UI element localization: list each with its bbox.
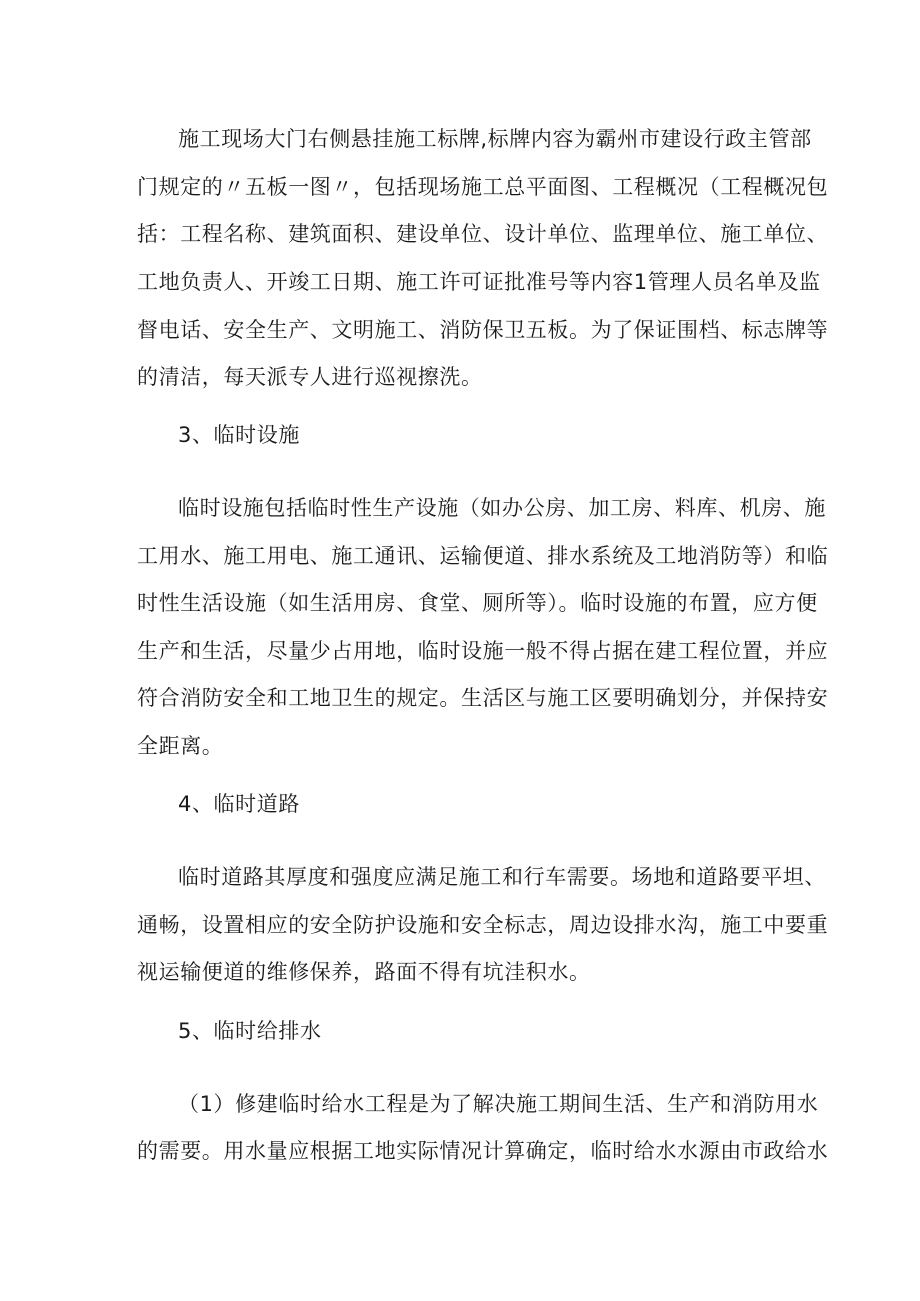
paragraph-line: 符合消防安全和工地卫生的规定。生活区与施工区要明确划分，并保持安 [137, 686, 829, 710]
paragraph-line: 施工现场大门右侧悬挂施工标牌,标牌内容为霸州市建设行政主管部 [178, 127, 812, 151]
paragraph-line: 工用水、施工用电、施工通讯、运输便道、排水系统及工地消防等）和临 [137, 544, 829, 568]
section-heading-water-supply-drainage: 5、临时给排水 [178, 1019, 322, 1043]
paragraph-line: 视运输便道的维修保养，路面不得有坑洼积水。 [137, 960, 591, 984]
paragraph-line: 全距离。 [137, 734, 224, 758]
section-heading-temporary-facilities: 3、临时设施 [178, 423, 300, 447]
paragraph-line: （1）修建临时给水工程是为了解决施工期间生活、生产和消防用水 [178, 1092, 819, 1116]
paragraph-line: 门规定的〃五板一图〃，包括现场施工总平面图、工程概况（工程概况包 [137, 175, 829, 199]
paragraph-line: 括：工程名称、建筑面积、建设单位、设计单位、监理单位、施工单位、 [137, 222, 829, 246]
section-heading-temporary-roads: 4、临时道路 [178, 792, 300, 816]
paragraph-line: 时性生活设施（如生活用房、食堂、厕所等）。临时设施的布置，应方便 [137, 591, 818, 615]
paragraph-line: 临时道路其厚度和强度应满足施工和行车需要。场地和道路要平坦、 [178, 865, 826, 889]
paragraph-line: 生产和生活，尽量少占用地，临时设施一般不得占据在建工程位置，并应 [137, 639, 829, 663]
paragraph-line: 的清洁，每天派专人进行巡视擦洗。 [137, 365, 483, 389]
paragraph-line: 通畅，设置相应的安全防护设施和安全标志，周边设排水沟，施工中要重 [137, 913, 829, 937]
paragraph-line: 工地负责人、开竣工日期、施工许可证批准号等内容1管理人员名单及监 [137, 270, 821, 294]
paragraph-line: 临时设施包括临时性生产设施（如办公房、加工房、料库、机房、施 [178, 496, 826, 520]
paragraph-line: 的需要。用水量应根据工地实际情况计算确定，临时给水水源由市政给水 [137, 1139, 829, 1163]
paragraph-line: 督电话、安全生产、文明施工、消防保卫五板。为了保证围档、标志牌等 [137, 318, 829, 342]
